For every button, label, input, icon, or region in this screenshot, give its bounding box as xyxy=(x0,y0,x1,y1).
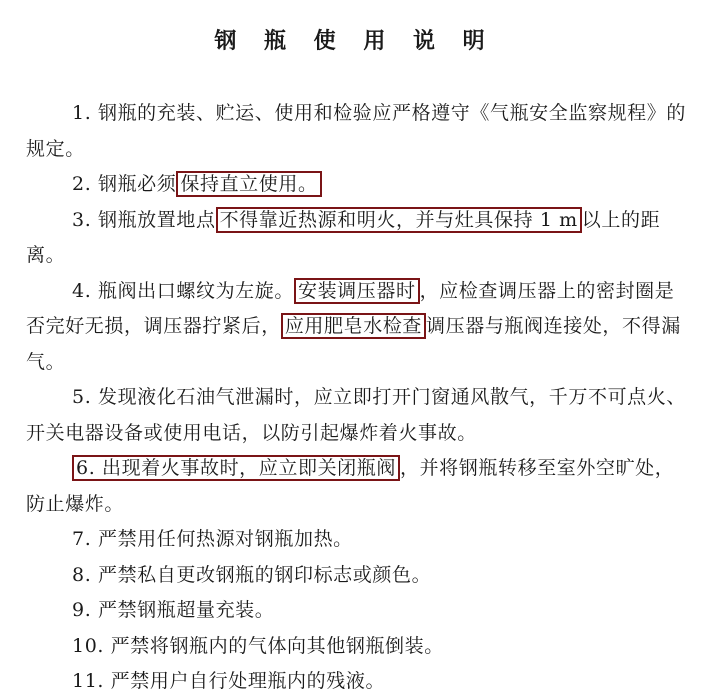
paragraph-text: 3. 钢瓶放置地点 xyxy=(72,208,216,231)
instructions-body xyxy=(26,96,688,700)
paragraph-text: 10. 严禁将钢瓶内的气体向其他钢瓶倒装。 xyxy=(72,634,444,657)
paragraph-text: 4. 瓶阀出口螺纹为左旋。 xyxy=(72,279,294,302)
paragraph-5 xyxy=(26,380,688,451)
paragraph-4 xyxy=(26,274,688,381)
paragraph-text: 8. 严禁私自更改钢瓶的钢印标志或颜色。 xyxy=(72,563,432,586)
paragraph-text: 7. 严禁用任何热源对钢瓶加热。 xyxy=(72,528,353,550)
paragraph-text: 2. 钢瓶必须 xyxy=(72,173,177,195)
paragraph-text: 以上的距离。 xyxy=(26,208,661,266)
highlight-box: 不得靠近热源和明火，并与灶具保持 1 m xyxy=(216,207,582,233)
paragraph-11 xyxy=(26,664,688,700)
highlight-box: 安装调压器时 xyxy=(294,278,420,304)
paragraph-10 xyxy=(26,629,688,665)
paragraph-text: 11. 严禁用户自行处理瓶内的残液。 xyxy=(72,670,386,692)
paragraph-8 xyxy=(26,558,688,594)
document-title: 钢 瓶 使 用 说 明 xyxy=(214,29,495,54)
paragraph-text: 调压器与瓶阀连接处，不得漏气。 xyxy=(26,315,681,373)
paragraph-text: 1. 钢瓶的充装、贮运、使用和检验应严格遵守《气瓶安全监察规程》的规定。 xyxy=(26,102,686,160)
paragraph-2 xyxy=(26,167,688,203)
highlight-box: 保持直立使用。 xyxy=(176,171,321,197)
paragraph-text: 5. 发现液化石油气泄漏时，应立即打开门窗通风散气，千万不可点火、开关电器设备或使用电话，以防引起爆炸着火事故。 xyxy=(26,386,686,444)
paragraph-text: ，并将钢瓶转移至室外空旷处，防止爆炸。 xyxy=(26,457,675,515)
highlight-box: 应用肥皂水检查 xyxy=(281,313,426,339)
paragraph-1 xyxy=(26,96,688,167)
highlight-box: 6. 出现着火事故时，应立即关闭瓶阀 xyxy=(72,455,400,481)
paragraph-7 xyxy=(26,522,688,558)
paragraph-text: ，应检查调压器上的密封圈是否完好无损，调压器拧紧后， xyxy=(26,279,675,337)
paragraph-text: 9. 严禁钢瓶超量充装。 xyxy=(72,599,275,621)
paragraph-3 xyxy=(26,203,688,274)
paragraph-9 xyxy=(26,593,688,629)
paragraph-6 xyxy=(26,451,688,522)
